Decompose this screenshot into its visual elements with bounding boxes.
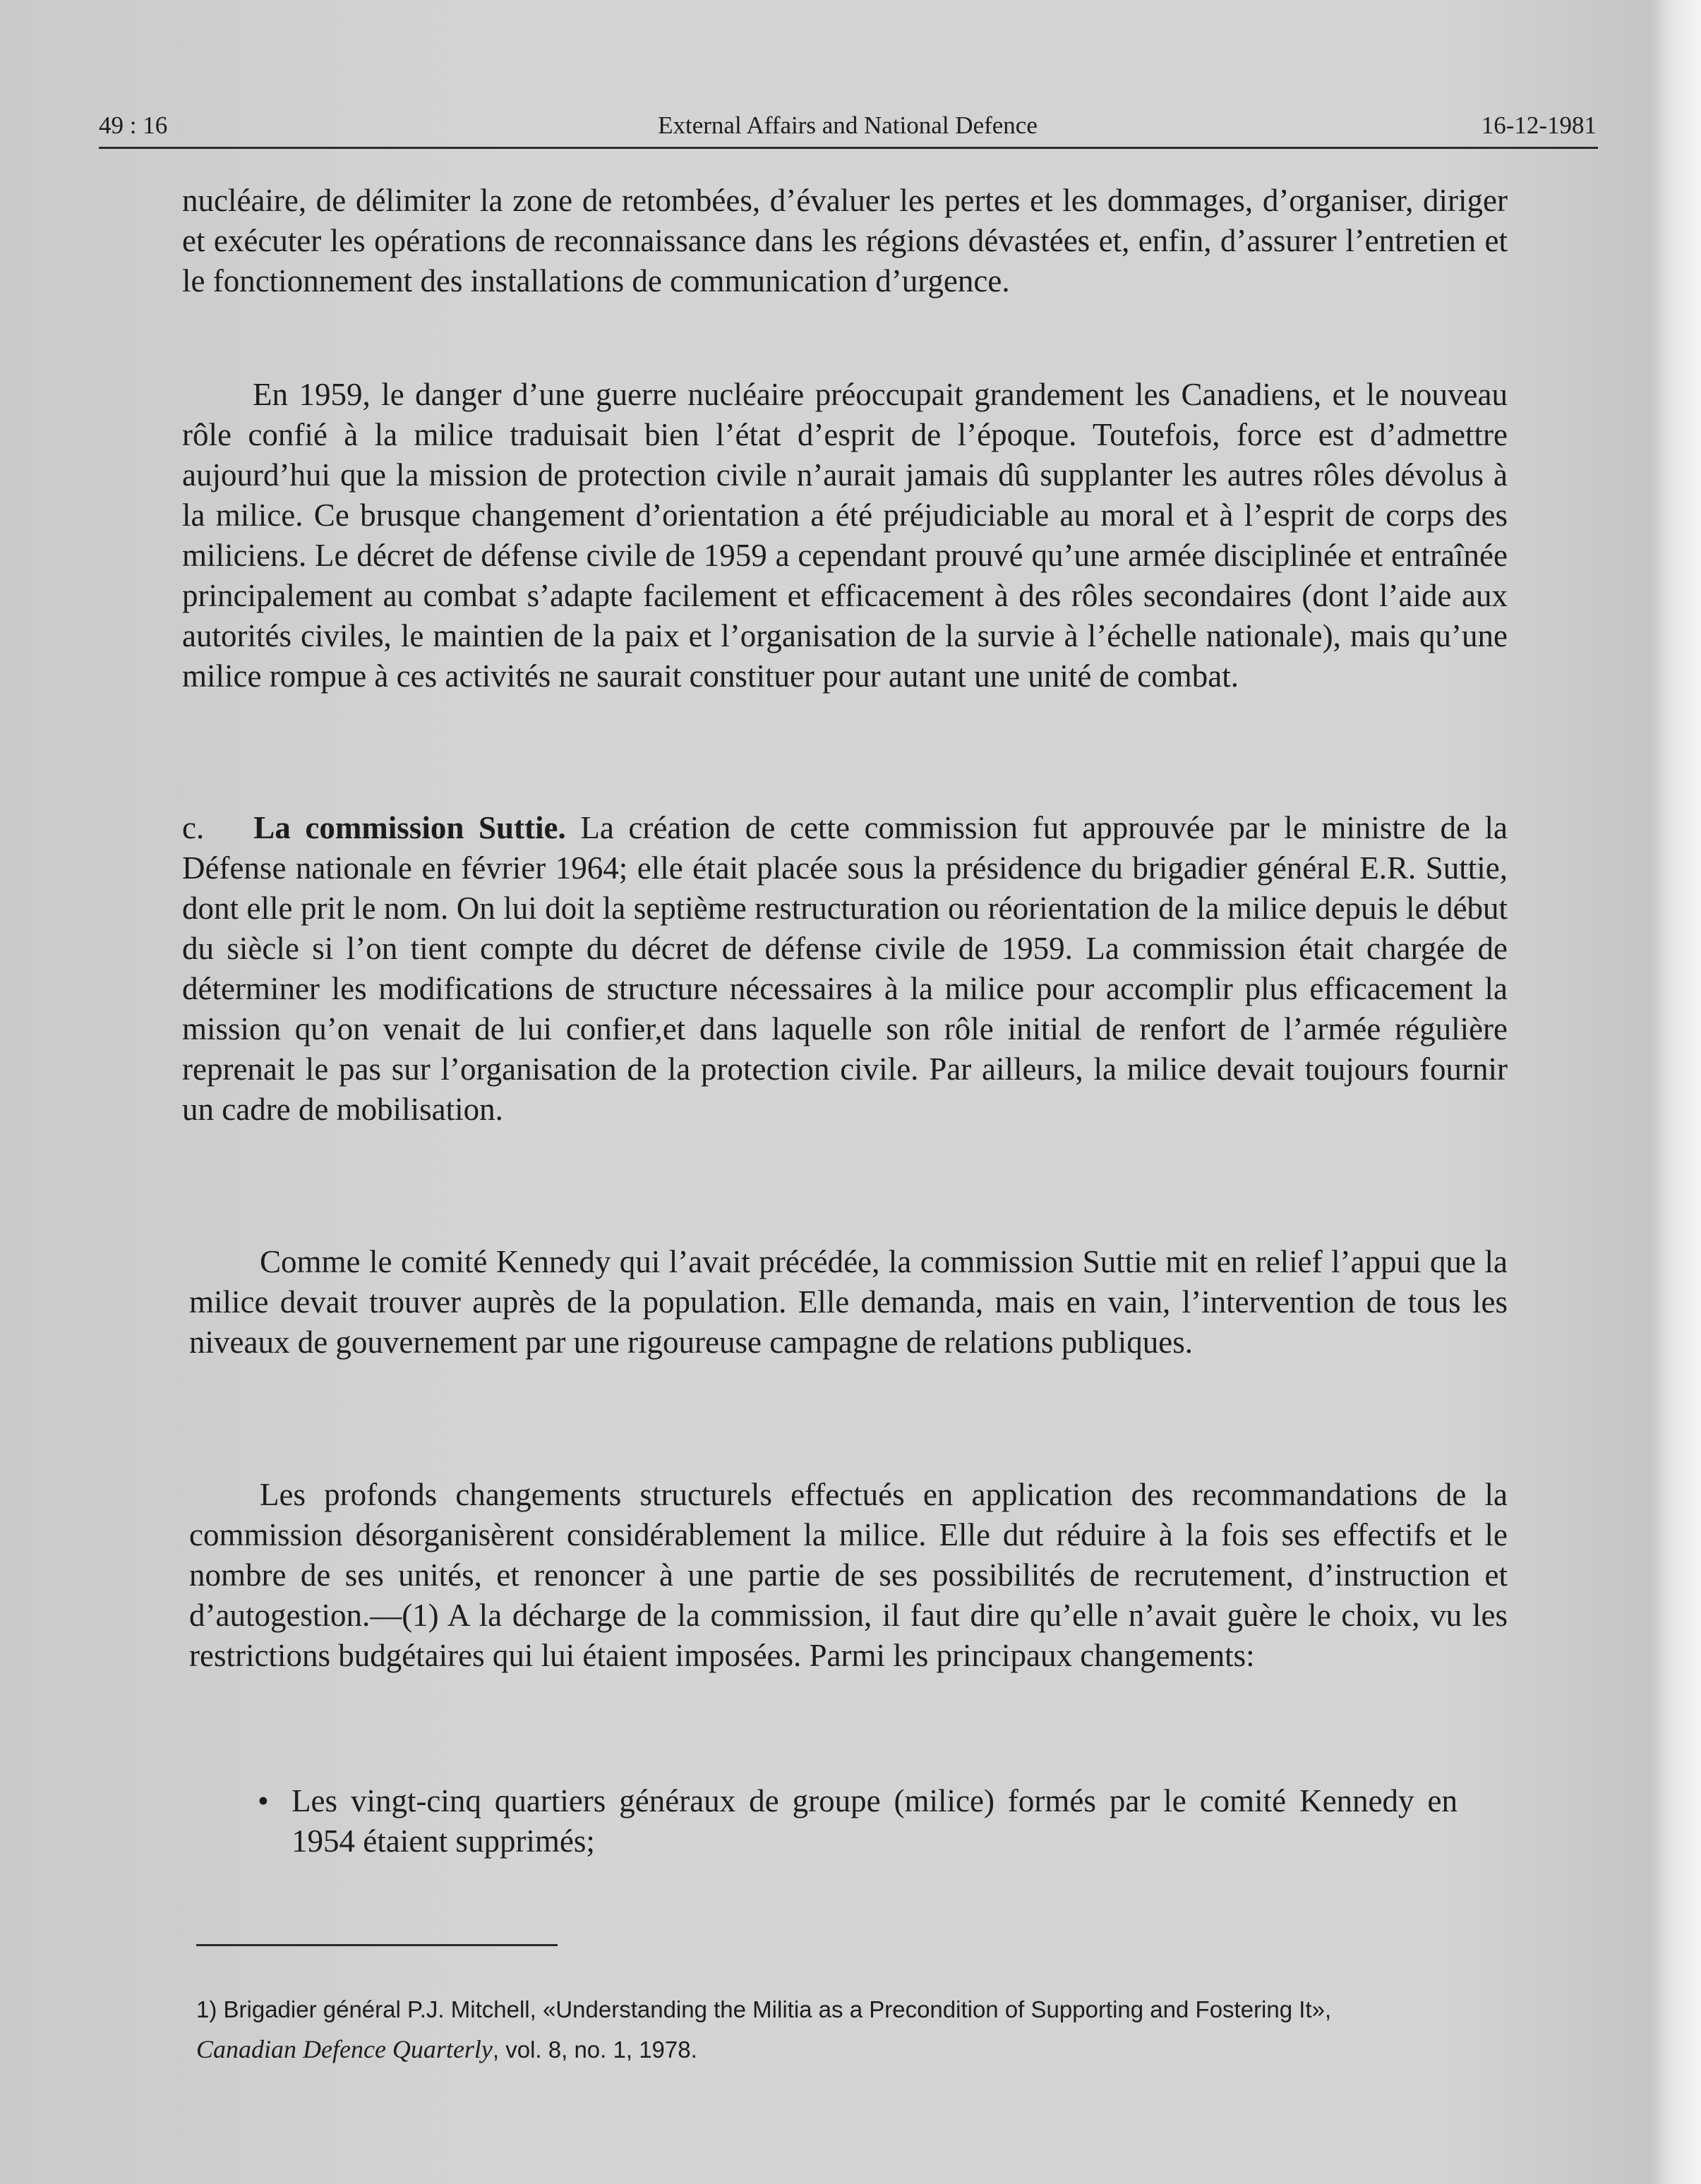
section-heading: La commission Suttie. [253, 810, 566, 845]
paragraph-1-text: nucléaire, de délimiter la zone de retombées, d’évaluer les pertes et les dommages, d’organiser, diriger et exécuter les opérations de reconnaissance dans les régions dévastées et, enfin, d’assurer l’entretien et le fonctionnement des installations de communication d’urgence. [182, 183, 1508, 298]
paragraph-5-text: Les profonds changements structurels effectués en application des recommandations de la commission désorganisèrent considérablement la milice. Elle dut réduire à la fois ses effectifs et le nombre de ses unités, et renoncer à une partie de ses possibilités de recrutement, d’instruction et d’autogestion.—(1) A la décharge de la commission, il faut dire qu’elle n’avait guère le choix, vu les restrictions budgétaires qui lui étaient imposées. Parmi les principaux changements: [189, 1477, 1508, 1673]
paragraph-2-text: En 1959, le danger d’une guerre nucléaire préoccupait grandement les Canadiens, et le nouveau rôle confié à la milice traduisait bien l’état d’esprit de l’époque. Toutefois, force est d’admettre aujourd’hui que la mission de protection civile n’aurait jamais dû supplanter les autres rôles dévolus à la milice. Ce brusque changement d’orientation a été préjudiciable au moral et à l’esprit de corps des miliciens. Le décret de défense civile de 1959 a cependant prouvé qu’une armée disciplinée et entraînée principalement au combat s’adapte facilement et efficacement à des rôles secondaires (dont l’aide aux autorités civiles, le maintien de la paix et l’organisation de la survie à l’échelle nationale), mais qu’une milice rompue à ces activités ne saurait constituer pour autant une unité de combat. [182, 377, 1508, 694]
paragraph-5 [189, 1475, 1508, 1676]
paragraph-4 [189, 1242, 1508, 1363]
footnote-line-1: 1) Brigadier général P.J. Mitchell, «Understanding the Militia as a Precondition of Supporting and Fostering It», [196, 1996, 1332, 2022]
running-header [99, 111, 1597, 147]
section-c-paragraph [182, 808, 1508, 1130]
footnote [196, 1990, 1523, 2070]
section-c [182, 808, 1508, 1130]
paragraph-1 [182, 181, 1508, 301]
footnote-line-2 [196, 2029, 1523, 2070]
header-rule [99, 147, 1598, 149]
bullet-list-item [258, 1781, 1457, 1862]
paragraph-4-text: Comme le comité Kennedy qui l’avait précédée, la commission Suttie mit en relief l’appui que la milice devait trouver auprès de la population. Elle demanda, mais en vain, l’intervention de tous les niveaux de gouvernement par une rigoureuse campagne de relations publiques. [189, 1244, 1508, 1360]
paragraph-2 [182, 375, 1508, 696]
publication-title: External Affairs and National Defence [658, 111, 1038, 139]
section-label: c. [182, 810, 205, 845]
header-date: 16-12-1981 [1481, 111, 1597, 139]
bullet-text: Les vingt-cinq quartiers généraux de groupe (milice) formés par le comité Kennedy en 1954 étaient supprimés; [291, 1783, 1457, 1859]
bullet-icon: • [258, 1783, 269, 1818]
section-c-text: La création de cette commission fut approuvée par le ministre de la Défense nationale en février 1964; elle était placée sous la présidence du brigadier général E.R. Suttie, dont elle prit le nom. On lui doit la septième restructuration ou réorientation de la milice depuis le début du siècle si l’on tient compte du décret de défense civile de 1959. La commission était chargée de déterminer les modifications de structure nécessaires à la milice pour accomplir plus efficacement la mission qu’on venait de lui confier,et dans laquelle son rôle initial de renfort de l’armée régulière reprenait le pas sur l’organisation de la protection civile. Par ailleurs, la milice devait toujours fournir un cadre de mobilisation. [182, 810, 1508, 1127]
footnote-details: , vol. 8, no. 1, 1978. [492, 2037, 697, 2063]
footnote-journal: Canadian Defence Quarterly [196, 2035, 493, 2063]
footnote-rule [196, 1944, 558, 1946]
page-number: 49 : 16 [99, 111, 168, 139]
